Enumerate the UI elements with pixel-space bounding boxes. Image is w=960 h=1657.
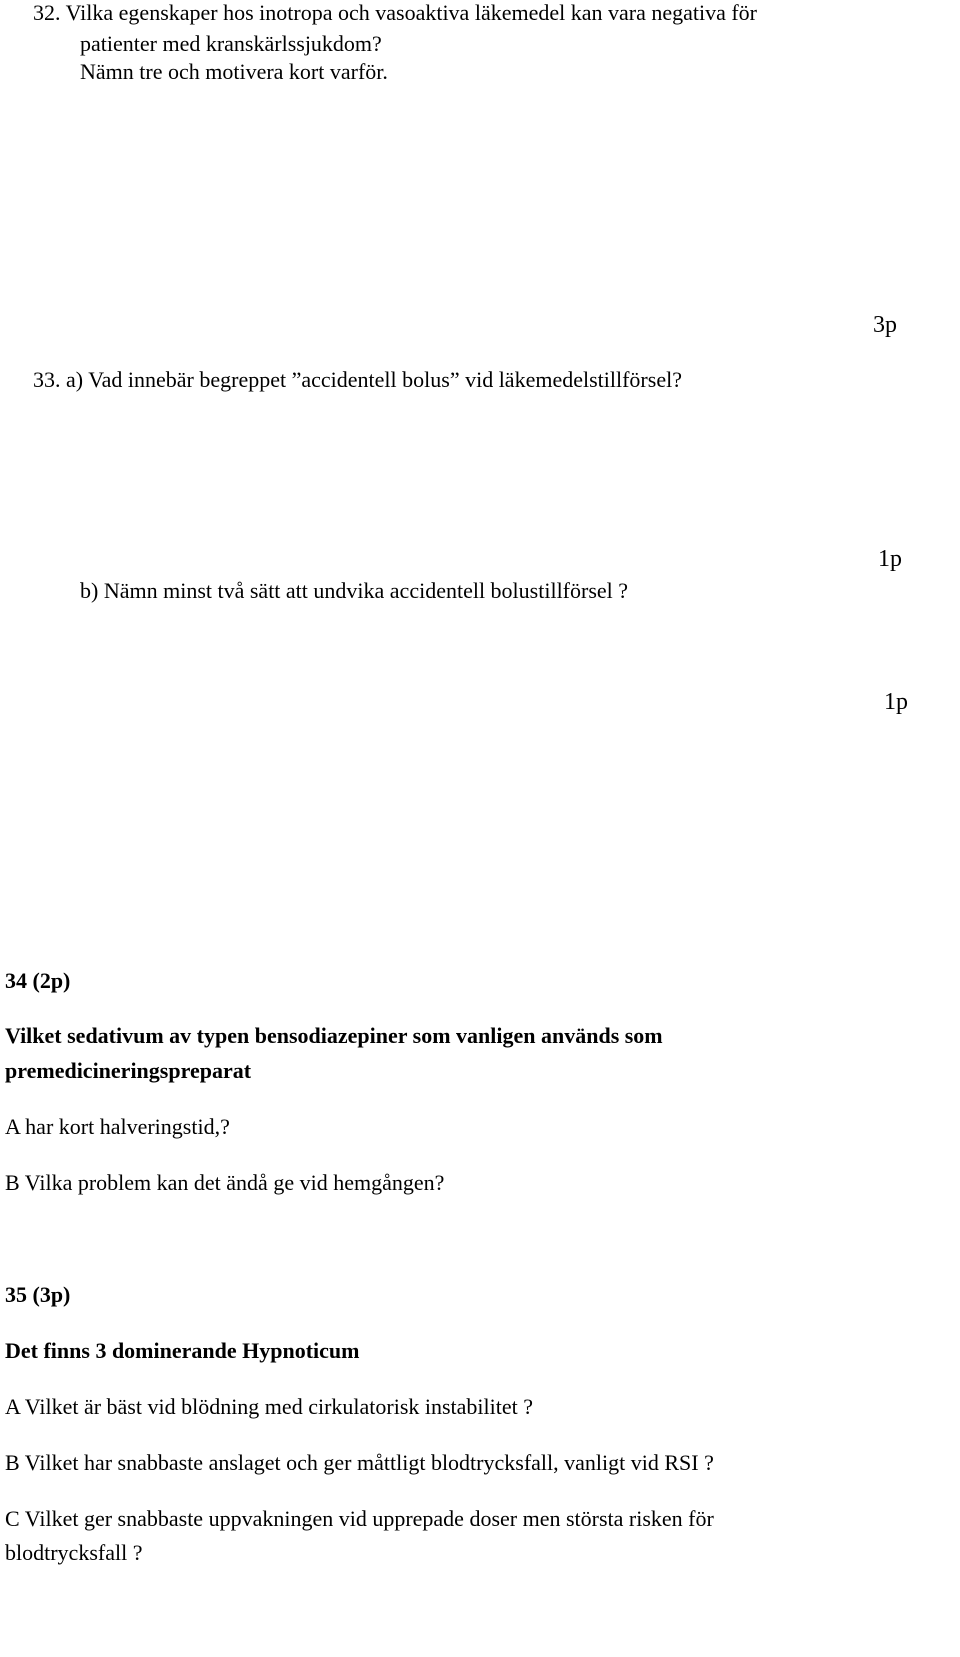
question-35-heading: 35 (3p) [5,1282,71,1307]
question-34-heading: 34 (2p) [5,968,71,993]
question-35-part-b: B Vilket har snabbaste anslaget och ger måttligt blodtrycksfall, vanligt vid RSI ? [5,1450,714,1475]
question-33-part-a: 33. a) Vad innebär begreppet ”accidentell bolus” vid läkemedelstillförsel? [33,367,682,392]
question-33-part-b-points: 1p [884,689,908,715]
question-32-line-3: Nämn tre och motivera kort varför. [80,59,388,84]
question-32-line-1: 32. Vilka egenskaper hos inotropa och vasoaktiva läkemedel kan vara negativa för [33,0,758,25]
question-33-part-b: b) Nämn minst två sätt att undvika accidentell bolustillförsel ? [80,578,629,603]
question-35-part-c-line-2: blodtrycksfall ? [5,1540,143,1565]
question-34-part-b: B Vilka problem kan det ändå ge vid hemgången? [5,1170,445,1195]
question-35-intro: Det finns 3 dominerande Hypnoticum [5,1338,360,1363]
question-35-part-c-line-1: C Vilket ger snabbaste uppvakningen vid upprepade doser men största risken för [5,1506,714,1531]
question-35-part-a: A Vilket är bäst vid blödning med cirkulatorisk instabilitet ? [5,1394,534,1419]
question-32-points: 3p [873,312,897,338]
question-34-intro-line-1: Vilket sedativum av typen bensodiazepiner som vanligen används som [5,1023,663,1048]
question-34-part-a: A har kort halveringstid,? [5,1114,230,1139]
question-32-line-2: patienter med kranskärlssjukdom? [80,31,382,56]
question-34-intro-line-2: premedicineringspreparat [5,1058,252,1083]
question-33-part-a-points: 1p [878,546,902,572]
